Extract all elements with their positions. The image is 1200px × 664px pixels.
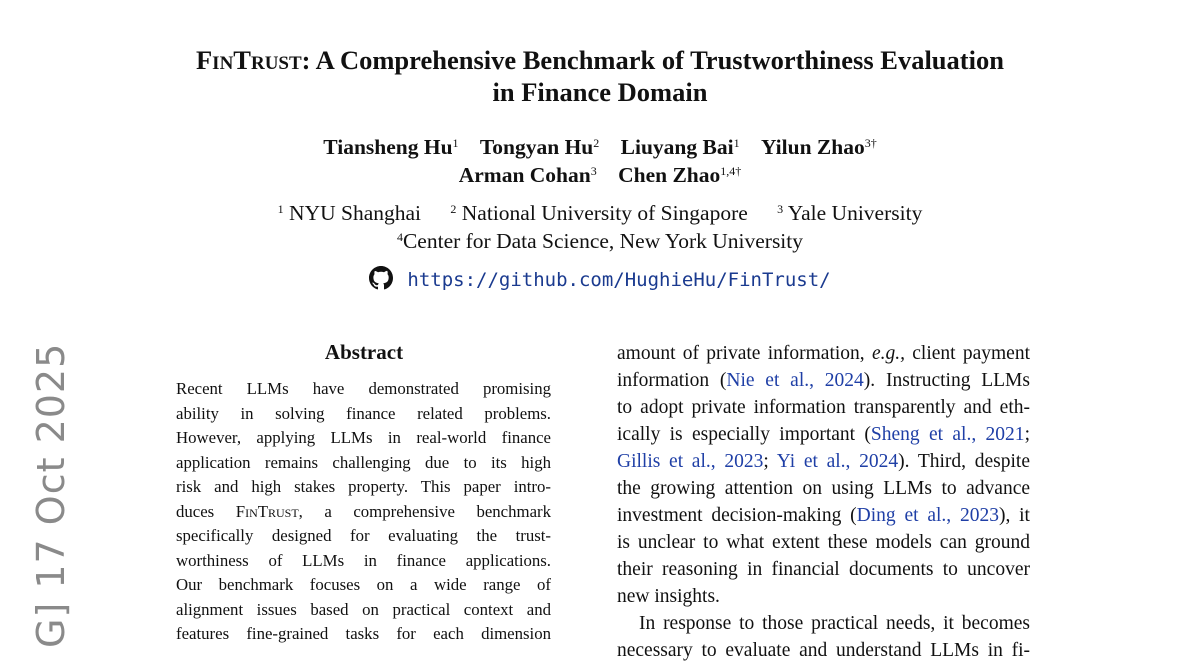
affiliation: [278, 201, 421, 225]
body-text: ). Third, despite: [898, 451, 1030, 472]
body-line: [617, 421, 1030, 448]
author-affil-mark: 1: [452, 136, 459, 150]
body-text: ically is especially important (: [617, 424, 871, 445]
abstract-body: [176, 377, 551, 647]
body-line: their reasoning in financial documents to uncover: [617, 559, 1030, 580]
affiliation-name: Center for Data Science, New York University: [402, 229, 804, 253]
affiliation-mark: 3: [777, 202, 784, 216]
author: [618, 163, 741, 187]
citation-link[interactable]: Nie et al., 2024: [726, 370, 864, 391]
title-line-1: [0, 44, 1200, 76]
affiliation-mark: 4: [396, 230, 403, 244]
abstract-text: duces: [176, 501, 236, 521]
body-text: ). Instructing LLMs: [863, 370, 1030, 391]
title-line-1-text: : A Comprehensive Benchmark of Trustworthiness Evaluation: [301, 45, 1004, 75]
affiliation-row-2: [0, 227, 1200, 255]
body-line: to adopt private information transparently and eth-: [617, 397, 1030, 418]
abstract-line: features fine-grained tasks for each dimension: [176, 624, 551, 643]
abstract-line: worthiness of LLMs in finance applications.: [176, 550, 551, 570]
citation-link[interactable]: Yi et al., 2024: [776, 451, 899, 472]
paper-title: [0, 44, 1200, 108]
author-name: Tiansheng Hu: [323, 135, 453, 159]
github-icon: [369, 266, 393, 290]
citation-link[interactable]: Sheng et al., 2021: [870, 424, 1025, 445]
intro-right-column: [617, 340, 1030, 664]
body-line: [617, 340, 1030, 367]
affiliation: [450, 201, 747, 225]
body-text: investment decision-making (: [617, 505, 857, 526]
abstract-heading: Abstract: [324, 340, 404, 364]
body-line: [617, 448, 1030, 475]
author-list: [0, 133, 1200, 189]
body-line: new insights.: [617, 586, 720, 607]
author-name: Arman Cohan: [458, 163, 591, 187]
body-line: necessary to evaluate and understand LLMs in fi-: [617, 640, 1030, 661]
body-line: [617, 367, 1030, 394]
author-name: Liuyang Bai: [620, 135, 734, 159]
body-line: [617, 502, 1030, 529]
author: [761, 135, 877, 159]
author-name: Chen Zhao: [618, 163, 721, 187]
body-text: ;: [1024, 424, 1030, 445]
abstract-line: alignment issues based on practical context and: [176, 599, 551, 619]
author-affil-mark: 1,4†: [720, 164, 742, 178]
affiliation-name: National University of Singapore: [461, 201, 748, 225]
author: [459, 163, 597, 187]
author-affil-mark: 3†: [864, 136, 877, 150]
author-affil-mark: 3: [590, 164, 597, 178]
abstract-line: [176, 500, 551, 525]
affiliation-name: Yale University: [787, 201, 923, 225]
benchmark-name: FinTrust: [196, 45, 302, 75]
title-line-2: in Finance Domain: [492, 77, 708, 107]
affiliation-row-1: [0, 199, 1200, 227]
author: [480, 135, 599, 159]
arxiv-side-stamp: G] 17 Oct 2025: [29, 342, 73, 648]
author-row-2: [0, 161, 1200, 189]
body-emphasis: e.g.,: [871, 343, 905, 364]
benchmark-name-inline: FinTrust: [235, 501, 299, 521]
author-name: Tongyan Hu: [479, 135, 594, 159]
citation-link[interactable]: Ding et al., 2023: [856, 505, 999, 526]
body-text: amount of private information,: [617, 343, 872, 364]
body-line: is unclear to what extent these models can ground: [617, 532, 1030, 553]
affiliation-mark: 2: [450, 202, 457, 216]
abstract-line: ability in solving finance related problems.: [176, 403, 551, 423]
abstract-line: application remains challenging due to its high: [176, 452, 551, 472]
affiliation-mark: 1: [277, 202, 284, 216]
affiliation-list: [0, 199, 1200, 255]
body-text: ), it: [998, 505, 1030, 526]
body-text: ;: [763, 451, 777, 472]
author: [621, 135, 740, 159]
repository-link[interactable]: [0, 266, 1200, 293]
body-text: client payment: [904, 343, 1030, 364]
affiliation-name: NYU Shanghai: [289, 201, 422, 225]
abstract-line: Our benchmark focuses on a wide range of: [176, 575, 551, 594]
abstract-text: , a comprehensive benchmark: [298, 501, 551, 521]
author-affil-mark: 2: [593, 136, 600, 150]
abstract-line: specifically designed for evaluating the trust-: [176, 526, 551, 545]
author-row-1: [0, 133, 1200, 161]
abstract-line: However, applying LLMs in real-world finance: [176, 428, 551, 447]
body-text: information (: [617, 370, 727, 391]
author-name: Yilun Zhao: [760, 135, 865, 159]
author-affil-mark: 1: [733, 136, 740, 150]
affiliation: [397, 229, 803, 253]
citation-link[interactable]: Gillis et al., 2023: [617, 451, 764, 472]
abstract-line: risk and high stakes property. This paper intro-: [176, 477, 551, 496]
author: [323, 135, 458, 159]
abstract-line: Recent LLMs have demonstrated promising: [176, 379, 551, 398]
body-line: In response to those practical needs, it becomes: [639, 613, 1030, 634]
repository-url[interactable]: https://github.com/HughieHu/FinTrust/: [407, 269, 831, 291]
body-line: the growing attention on using LLMs to advance: [617, 478, 1030, 499]
affiliation: [777, 201, 922, 225]
